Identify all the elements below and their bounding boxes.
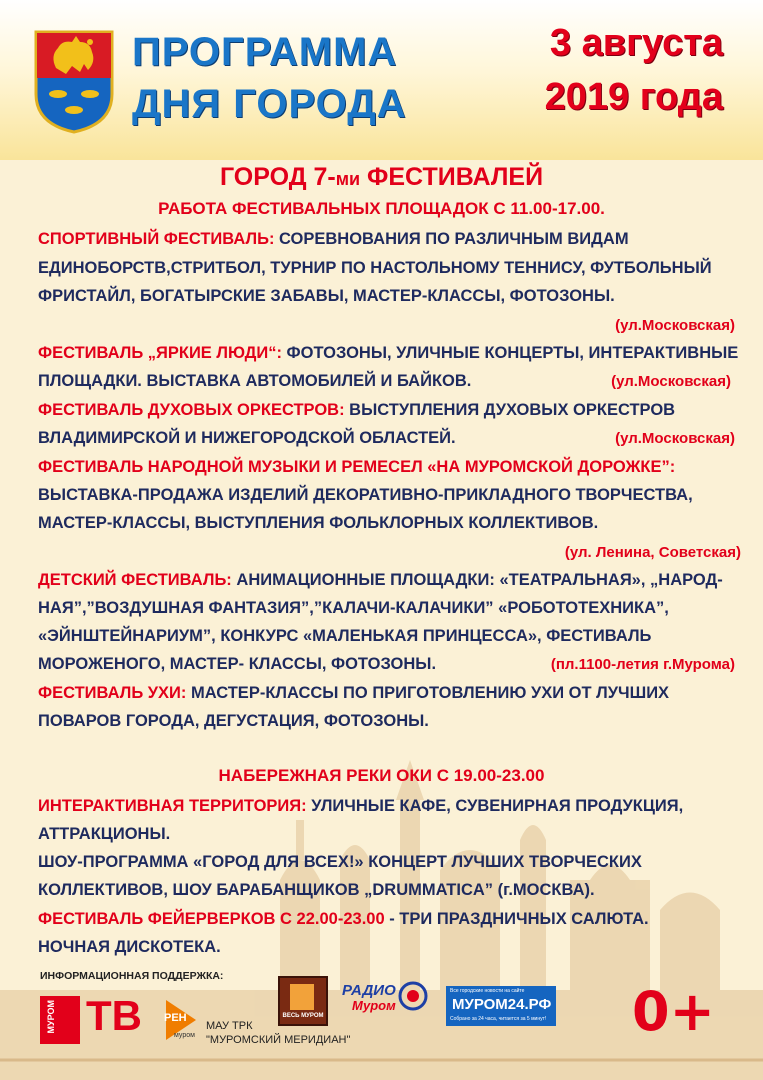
murom24-main-text: МУРОМ24.РФ [452,996,552,1013]
folk-festival-title: ФЕСТИВАЛЬ НАРОДНОЙ МУЗЫКИ И РЕМЕСЕЛ «НА МУРОМСКОЙ ДОРОЖКЕ”: [38,458,676,476]
fish-soup-festival-title: ФЕСТИВАЛЬ УХИ: [38,684,187,702]
bright-people-title: ФЕСТИВАЛЬ „ЯРКИЕ ЛЮДИ“: [38,344,282,362]
kids-festival-line-4: МОРОЖЕНОГО, МАСТЕР- КЛАССЫ, ФОТОЗОНЫ. [38,655,437,673]
ren-logo-text: РЕН [164,1012,187,1024]
show-program-line-2: КОЛЛЕКТИВОВ, ШОУ БАРАБАНЩИКОВ „DRUMMATICA” (г.МОСКВА). [38,881,595,899]
meridian-line-1: МАУ ТРК [206,1020,253,1032]
kids-festival-line-1 [38,571,723,590]
fish-soup-festival-line-2: ПОВАРОВ ГОРОДА, ДЕГУСТАЦИЯ, ФОТОЗОНЫ. [38,712,429,730]
interactive-zone-text: УЛИЧНЫЕ КАФЕ, СУВЕНИРНАЯ ПРОДУКЦИЯ, [306,797,684,815]
ves-murom-logo [278,976,328,1026]
section-1-heading [0,163,763,192]
heading-main: ГОРОД 7- [219,163,336,191]
folk-festival-line-1: ВЫСТАВКА-ПРОДАЖА ИЗДЕЛИЙ ДЕКОРАТИВНО-ПРИКЛАДНОГО ТВОРЧЕСТВА, [38,486,693,504]
sport-festival-location: (ул.Московская) [615,317,735,334]
meridian-line-2: "МУРОМСКИЙ МЕРИДИАН" [206,1034,351,1046]
bright-people-line-1 [38,344,738,363]
age-rating: 0+ [632,980,715,1043]
bright-people-text: ФОТОЗОНЫ, УЛИЧНЫЕ КОНЦЕРТЫ, ИНТЕРАКТИВНЫЕ [281,344,739,362]
kids-festival-line-3: «ЭЙНШТЕЙНАРИУМ”, КОНКУРС «МАЛЕНЬКАЯ ПРИНЦЕССА», ФЕСТИВАЛЬ [38,627,652,645]
fish-soup-festival-line-1 [38,684,669,703]
kids-festival-text: АНИМАЦИОННЫЕ ПЛОЩАДКИ: «ТЕАТРАЛЬНАЯ», „НАРОД- [231,571,723,589]
murom24-sub-text: Собрано за 24 часа, читается за 5 минут! [450,1016,547,1022]
show-program-line-1: ШОУ-ПРОГРАММА «ГОРОД ДЛЯ ВСЕХ!» КОНЦЕРТ ЛУЧШИХ ТВОРЧЕСКИХ [38,853,642,871]
ves-murom-building-shape [290,984,314,1010]
bright-people-line-2: ПЛОЩАДКИ. ВЫСТАВКА АВТОМОБИЛЕЙ И БАЙКОВ. [38,372,472,390]
program-title-line-2: ДНЯ ГОРОДА [132,82,407,126]
night-disco: НОЧНАЯ ДИСКОТЕКА. [38,938,221,956]
interactive-zone-title: ИНТЕРАКТИВНАЯ ТЕРРИТОРИЯ: [38,797,307,815]
event-date-line-1: 3 августа [549,22,723,64]
heading-small: ми [335,169,361,189]
ren-logo-small-text: муром [174,1032,195,1039]
kids-festival-title: ДЕТСКИЙ ФЕСТИВАЛЬ: [38,571,232,589]
radio-wave-icon [398,978,428,1014]
heading-end: ФЕСТИВАЛЕЙ [360,163,544,191]
folk-festival-line-2: МАСТЕР-КЛАССЫ, ВЫСТУПЛЕНИЯ ФОЛЬКЛОРНЫХ КОЛЛЕКТИВОВ. [38,514,599,532]
sport-festival-title: СПОРТИВНЫЙ ФЕСТИВАЛЬ: [38,230,275,248]
murom-tv-big-text: ТВ [86,992,142,1039]
section-1-subheading: РАБОТА ФЕСТИВАЛЬНЫХ ПЛОЩАДОК С 11.00-17.00. [158,199,605,218]
radio-murom-logo [342,976,428,1016]
sport-festival-line-3: ФРИСТАЙЛ, БОГАТЫРСКИЕ ЗАБАВЫ, МАСТЕР-КЛАССЫ, ФОТОЗОНЫ. [38,287,615,305]
info-support-label: ИНФОРМАЦИОННАЯ ПОДДЕРЖКА: [40,970,224,982]
fireworks-line [38,910,649,929]
kids-festival-location: (пл.1100-летия г.Мурома) [550,656,735,673]
sport-festival-text: СОРЕВНОВАНИЯ ПО РАЗЛИЧНЫМ ВИДАМ [274,230,629,248]
ves-murom-label: ВЕСЬ МУРОМ [282,1013,324,1019]
brass-festival-line-1 [38,401,675,420]
brass-festival-text: ВЫСТУПЛЕНИЯ ДУХОВЫХ ОРКЕСТРОВ [344,401,676,419]
murom24-logo [446,986,556,1026]
kids-festival-line-2: НАЯ”,”ВОЗДУШНАЯ ФАНТАЗИЯ”,”КАЛАЧИ-КАЛАЧИКИ” «РОБОТОТЕХНИКА”, [38,599,669,617]
radio-logo-line-1: РАДИО [342,982,396,999]
brass-festival-location: (ул.Московская) [615,430,735,447]
murom24-top-text: Все городские новости на сайте [450,988,525,994]
program-title-line-1: ПРОГРАММА [132,30,398,74]
folk-festival-location: (ул. Ленина, Советская) [564,544,741,561]
fish-soup-festival-text: МАСТЕР-КЛАССЫ ПО ПРИГОТОВЛЕНИЮ УХИ ОТ ЛУЧШИХ [186,684,670,702]
sport-festival-line-2: ЕДИНОБОРСТВ,СТРИТБОЛ, ТУРНИР ПО НАСТОЛЬНОМУ ТЕННИСУ, ФУТБОЛЬНЫЙ [38,259,712,277]
murom-tv-logo [40,990,142,1048]
ren-tv-logo [162,996,202,1044]
brass-festival-line-2: ВЛАДИМИРСКОЙ И НИЖЕГОРОДСКОЙ ОБЛАСТЕЙ. [38,429,456,447]
event-date-line-2: 2019 года [544,76,723,118]
interactive-zone-line-2: АТТРАКЦИОНЫ. [38,825,171,843]
fireworks-title: ФЕСТИВАЛЬ ФЕЙЕРВЕРКОВ С 22.00-23.00 [38,910,385,928]
section-2-heading: НАБЕРЕЖНАЯ РЕКИ ОКИ С 19.00-23.00 [218,766,545,785]
murom-tv-small-text: МУРОМ [46,1000,56,1034]
sport-festival-line-1 [38,230,629,249]
fireworks-text: - ТРИ ПРАЗДНИЧНЫХ САЛЮТА. [384,910,649,928]
radio-logo-line-2: Муром [352,998,396,1013]
bright-people-location: (ул.Московская) [611,373,731,390]
interactive-zone-line-1 [38,797,683,816]
brass-festival-title: ФЕСТИВАЛЬ ДУХОВЫХ ОРКЕСТРОВ: [38,401,345,419]
